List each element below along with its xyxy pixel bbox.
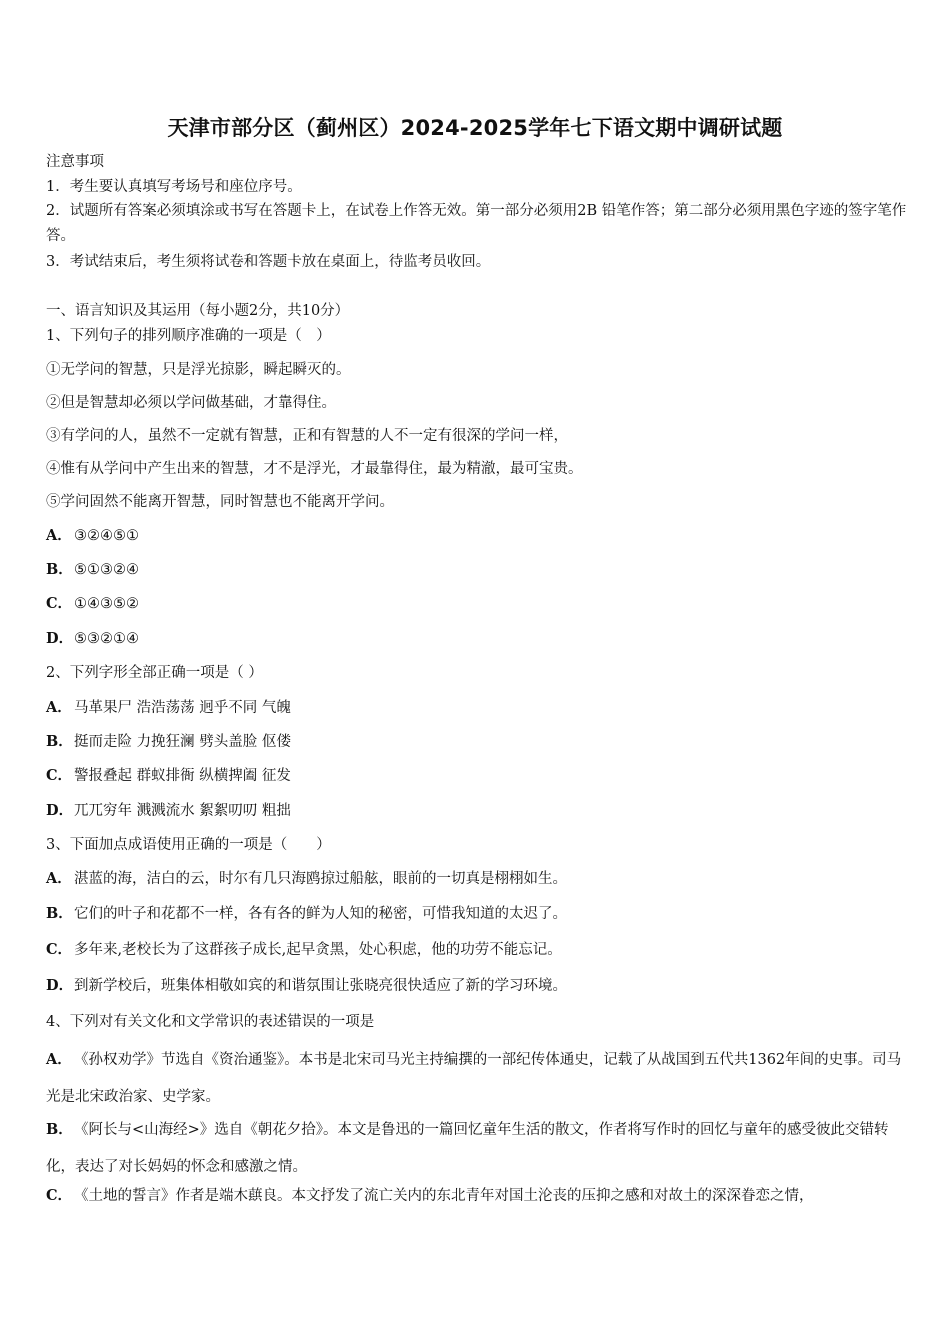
q1-stem: 1、下列句子的排列顺序准确的一项是（ ）	[46, 328, 331, 344]
q1-option-d[interactable]	[46, 629, 139, 649]
option-letter: D．	[46, 977, 74, 994]
option-text: 它们的叶子和花都不一样，各有各的鲜为人知的秘密，可惜我知道的太迟了。	[74, 906, 567, 922]
q2-stem: 2、下列字形全部正确一项是（ ）	[46, 665, 263, 681]
option-letter: D．	[46, 630, 74, 647]
notice-item-3: 3．考试结束后，考生须将试卷和答题卡放在桌面上，待监考员收回。	[46, 254, 491, 270]
q1-sentence-1: ①无学问的智慧，只是浮光掠影，瞬起瞬灭的。	[46, 362, 351, 378]
option-letter: B．	[46, 905, 73, 922]
option-text: 马革果尸 浩浩荡荡 迥乎不同 气魄	[74, 700, 291, 716]
option-text: ①④③⑤②	[74, 596, 139, 612]
option-text: 多年来,老校长为了这群孩子成长,起早贪黑，处心积虑，他的功劳不能忘记。	[74, 942, 562, 958]
q1-option-a[interactable]	[46, 526, 139, 546]
option-letter: C．	[46, 767, 73, 784]
notice-item-2: 2．试题所有答案必须填涂或书写在答题卡上，在试卷上作答无效。第一部分必须用2B 铅笔作答；第二部分必须用黑色字迹的签字笔作答。	[46, 203, 907, 244]
option-letter: C．	[46, 941, 73, 958]
notice-heading: 注意事项	[46, 154, 104, 170]
q4-option-c[interactable]	[46, 1186, 814, 1206]
option-text: ⑤③②①④	[74, 631, 139, 647]
q2-option-b[interactable]	[46, 732, 291, 752]
section-heading: 一、语言知识及其运用（每小题2分，共10分）	[46, 303, 350, 319]
option-letter: B．	[46, 733, 73, 750]
q4-stem: 4、下列对有关文化和文学常识的表述错误的一项是	[46, 1014, 375, 1030]
q1-sentence-3: ③有学问的人，虽然不一定就有智慧，正和有智慧的人不一定有很深的学问一样，	[46, 428, 568, 444]
option-text: 到新学校后，班集体相敬如宾的和谐氛围让张晓亮很快适应了新的学习环境。	[74, 978, 567, 994]
q1-option-b[interactable]	[46, 560, 139, 580]
q1-sentence-5: ⑤学问固然不能离开智慧，同时智慧也不能离开学问。	[46, 494, 394, 510]
option-letter: C．	[46, 595, 73, 612]
q1-sentence-2: ②但是智慧却必须以学问做基础，才靠得住。	[46, 395, 336, 411]
option-text: 《土地的誓言》作者是端木蕻良。本文抒发了流亡关内的东北青年对国土沦丧的压抑之感和对故土的深深眷恋之情，	[74, 1188, 814, 1204]
option-letter: C．	[46, 1187, 73, 1204]
q3-option-d[interactable]	[46, 976, 567, 996]
q3-stem: 3、下面加点成语使用正确的一项是（ ）	[46, 837, 331, 853]
option-text: 湛蓝的海，洁白的云，时尔有几只海鸥掠过船舷，眼前的一切真是栩栩如生。	[74, 871, 567, 887]
q1-option-c[interactable]	[46, 594, 139, 614]
option-text: ③②④⑤①	[74, 528, 139, 544]
notice-item-1: 1．考生要认真填写考场号和座位序号。	[46, 179, 302, 195]
q4-option-a[interactable]	[46, 1041, 908, 1116]
option-letter: A．	[46, 527, 72, 544]
option-text: ⑤①③②④	[74, 562, 139, 578]
q3-option-b[interactable]	[46, 904, 567, 924]
q2-option-d[interactable]	[46, 801, 291, 821]
q4-option-b[interactable]	[46, 1111, 908, 1186]
option-letter: B．	[46, 1121, 73, 1138]
q2-option-c[interactable]	[46, 766, 291, 786]
q2-option-a[interactable]	[46, 698, 291, 718]
option-text: 挺而走险 力挽狂澜 劈头盖脸 伛偻	[74, 734, 291, 750]
q1-sentence-4: ④惟有从学问中产生出来的智慧，才不是浮光，才最靠得住，最为精澈，最可宝贵。	[46, 461, 583, 477]
option-letter: A．	[46, 870, 72, 887]
option-text: 《阿长与<山海经>》选自《朝花夕拾》。本文是鲁迅的一篇回忆童年生活的散文，作者将写作时的回忆与童年的感受彼此交错转化，表达了对长妈妈的怀念和感激之情。	[46, 1122, 889, 1175]
q3-option-a[interactable]	[46, 869, 567, 889]
q3-option-c[interactable]	[46, 940, 562, 960]
option-text: 《孙权劝学》节选自《资治通鉴》。本书是北宋司马光主持编撰的一部纪传体通史，记载了从战国到五代共1362年间的史事。司马光是北宋政治家、史学家。	[46, 1052, 902, 1105]
option-letter: D．	[46, 802, 74, 819]
option-letter: A．	[46, 699, 72, 716]
option-text: 兀兀穷年 溅溅流水 絮絮叨叨 粗拙	[74, 803, 291, 819]
page-title: 天津市部分区（蓟州区）2024-2025学年七下语文期中调研试题	[167, 116, 783, 140]
option-text: 警报叠起 群蚁排衙 纵横捭阖 征发	[74, 768, 291, 784]
option-letter: B．	[46, 561, 73, 578]
option-letter: A．	[46, 1051, 72, 1068]
